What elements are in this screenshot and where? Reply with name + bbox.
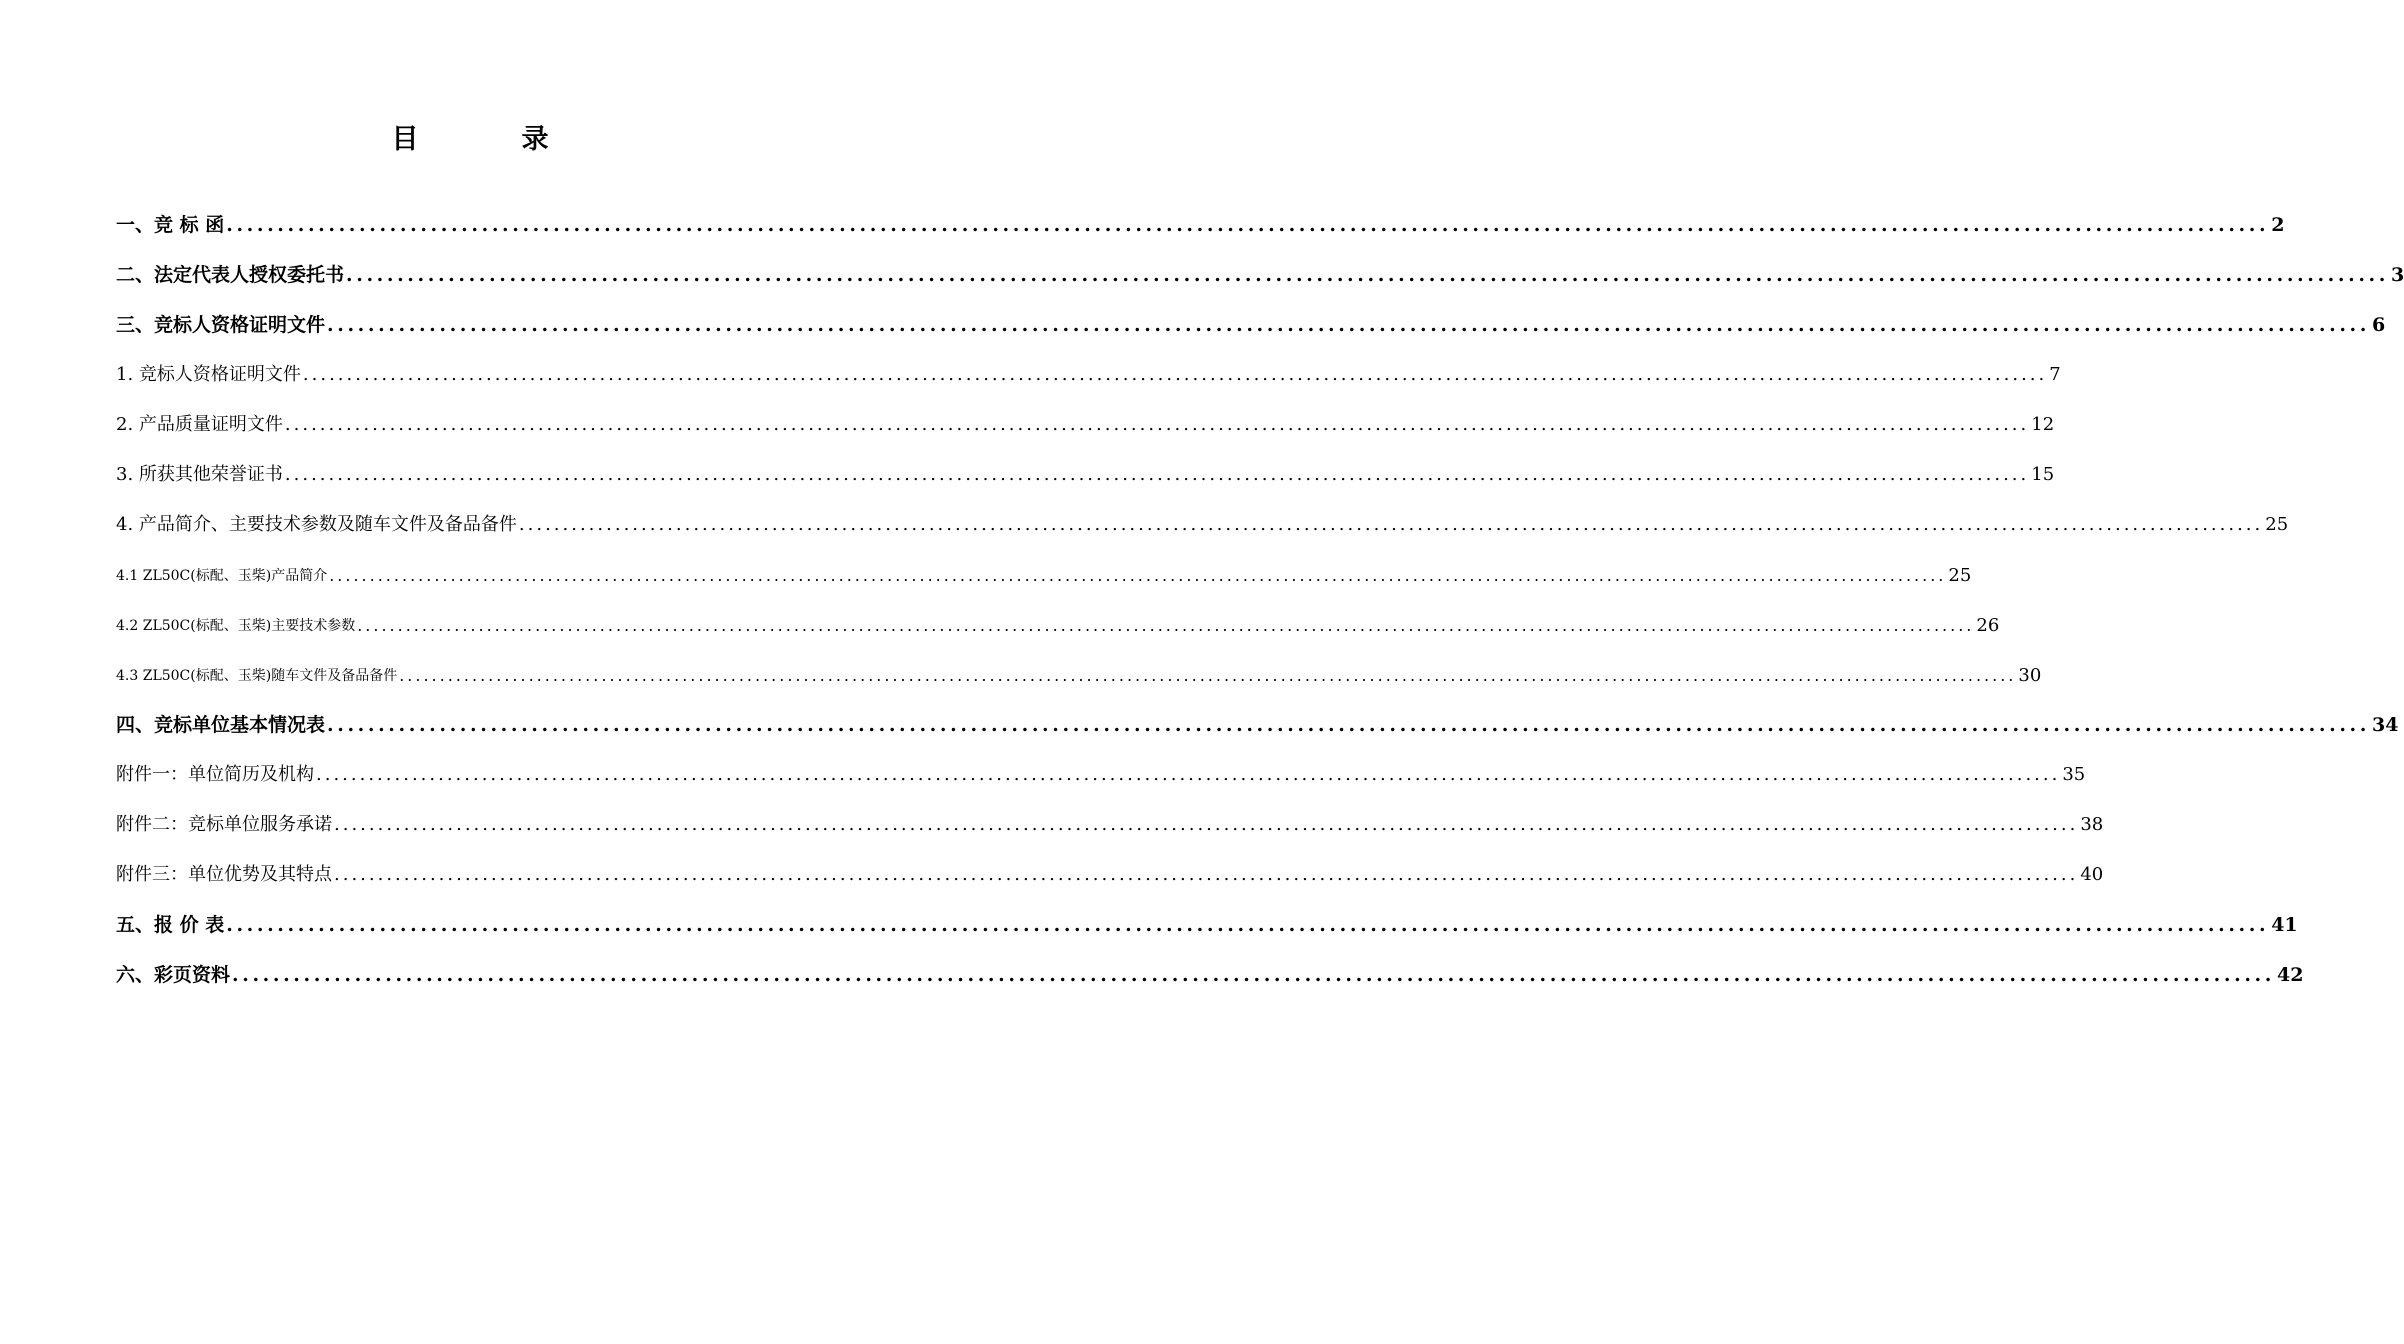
- toc-entry-label: 4. 产品简介、主要技术参数及随车文件及备品备件: [116, 514, 517, 535]
- toc-entry-label: 1. 竞标人资格证明文件: [116, 364, 301, 385]
- toc-entry-appendix-1[interactable]: [116, 750, 2086, 800]
- toc-page-number: 35: [2062, 764, 2086, 785]
- toc-entry-brochures[interactable]: [116, 950, 2304, 1000]
- toc-leader-dots: ........................................................................................................................................................................................................: [226, 914, 2270, 936]
- toc-leader-dots: ........................................................................................................................................................................................................: [357, 616, 1975, 635]
- toc-entry-product-intro[interactable]: [116, 550, 1972, 600]
- toc-entry-price-list[interactable]: [116, 900, 2298, 950]
- toc-page-number: 12: [2031, 414, 2055, 435]
- toc-leader-dots: ........................................................................................................................................................................................................: [226, 214, 2270, 236]
- toc-leader-dots: ........................................................................................................................................................................................................: [302, 364, 2048, 385]
- toc-page-number: 15: [2031, 464, 2055, 485]
- toc-leader-dots: ........................................................................................................................................................................................................: [334, 864, 2079, 885]
- toc-leader-dots: ........................................................................................................................................................................................................: [327, 314, 2370, 336]
- toc-page-number: 2: [2271, 214, 2285, 236]
- table-of-contents: [116, 200, 2404, 1000]
- toc-entry-spare-parts[interactable]: [116, 650, 2042, 700]
- toc-page-number: 6: [2371, 314, 2386, 336]
- toc-page-number: 42: [2276, 964, 2304, 986]
- toc-page-number: 3: [2390, 264, 2404, 286]
- toc-leader-dots: ........................................................................................................................................................................................................: [346, 264, 2389, 286]
- toc-entry-label: 附件三：单位优势及其特点: [116, 864, 332, 885]
- toc-entry-tech-params[interactable]: [116, 600, 2000, 650]
- toc-leader-dots: ........................................................................................................................................................................................................: [327, 714, 2370, 736]
- toc-entry-label: 4.3 ZL50C(标配、玉柴)随车文件及备品备件: [116, 668, 398, 684]
- toc-entry-quality-docs[interactable]: [116, 400, 2055, 450]
- toc-entry-label: 六、彩页资料: [116, 964, 231, 986]
- toc-entry-label: 四、竞标单位基本情况表: [116, 714, 326, 736]
- toc-entry-label: 三、竞标人资格证明文件: [116, 314, 326, 336]
- toc-page-number: 40: [2080, 864, 2104, 885]
- toc-leader-dots: ........................................................................................................................................................................................................: [334, 814, 2079, 835]
- toc-entry-qualification-docs[interactable]: [116, 350, 2061, 400]
- toc-leader-dots: ........................................................................................................................................................................................................: [518, 514, 2264, 535]
- toc-page-number: 38: [2080, 814, 2104, 835]
- toc-page-number: 7: [2049, 364, 2061, 385]
- toc-leader-dots: ........................................................................................................................................................................................................: [232, 964, 2275, 986]
- toc-page-number: 26: [1976, 615, 2000, 636]
- toc-page-number: 30: [2018, 665, 2042, 686]
- toc-entry-label: 一、竞 标 函: [116, 214, 225, 236]
- toc-page-number: 25: [1948, 565, 1972, 586]
- toc-leader-dots: ........................................................................................................................................................................................................: [399, 666, 2017, 685]
- toc-entry-qualifications[interactable]: [116, 300, 2386, 350]
- toc-entry-label: 3. 所获其他荣誉证书: [116, 464, 283, 485]
- toc-leader-dots: ........................................................................................................................................................................................................: [316, 764, 2061, 785]
- toc-entry-appendix-3[interactable]: [116, 850, 2104, 900]
- toc-page-number: 25: [2265, 514, 2289, 535]
- toc-entry-label: 五、报 价 表: [116, 914, 225, 936]
- toc-leader-dots: ........................................................................................................................................................................................................: [284, 464, 2030, 485]
- toc-entry-appendix-2[interactable]: [116, 800, 2104, 850]
- toc-entry-label: 4.1 ZL50C(标配、玉柴)产品简介: [116, 568, 328, 584]
- toc-entry-company-info[interactable]: [116, 700, 2399, 750]
- toc-page-number: 34: [2371, 714, 2399, 736]
- toc-entry-label: 二、法定代表人授权委托书: [116, 264, 345, 286]
- toc-entry-authorization[interactable]: [116, 250, 2404, 300]
- toc-page-number: 41: [2271, 914, 2298, 936]
- toc-entry-product-overview[interactable]: [116, 500, 2289, 550]
- toc-entry-bid-letter[interactable]: [116, 200, 2285, 250]
- toc-entry-label: 2. 产品质量证明文件: [116, 414, 283, 435]
- toc-entry-label: 4.2 ZL50C(标配、玉柴)主要技术参数: [116, 618, 356, 634]
- toc-entry-honors[interactable]: [116, 450, 2055, 500]
- toc-entry-label: 附件一：单位简历及机构: [116, 764, 314, 785]
- toc-leader-dots: ........................................................................................................................................................................................................: [284, 414, 2030, 435]
- page-title: 目 录: [391, 124, 587, 155]
- toc-leader-dots: ........................................................................................................................................................................................................: [329, 566, 1947, 585]
- toc-entry-label: 附件二：竞标单位服务承诺: [116, 814, 332, 835]
